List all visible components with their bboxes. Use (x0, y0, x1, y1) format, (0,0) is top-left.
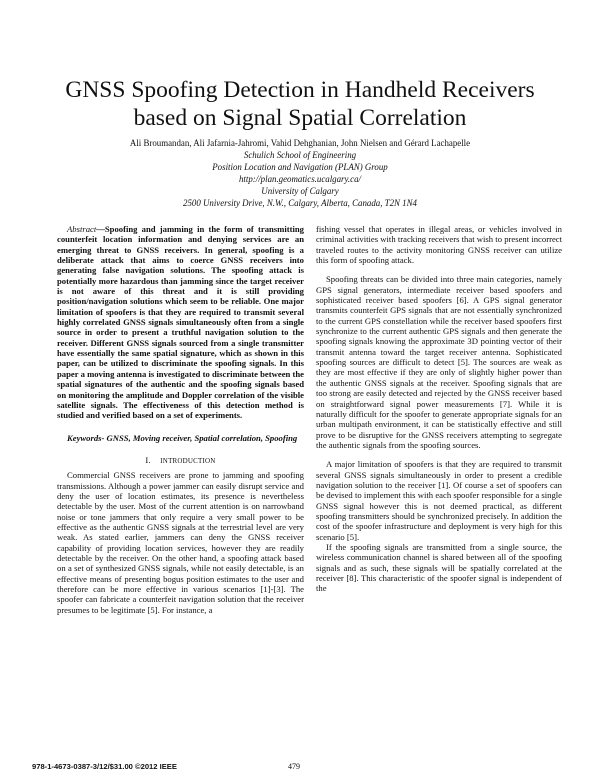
paragraph-spoofer-limitation: A major limitation of spoofers is that they are required to transmit several GNSS signals simultaneously in order to present a credible navigation solution to the receiver [1]. Of course a set of spoofers can be devised to implement this with each spoofer responsible for a single GNSS signal however this is not deemed practical, as different spoofing transmitters should be synchronized precisely. In addition the cost of the spoofer infrastructure and deployment is very high for this scenario [5]. (316, 459, 562, 542)
abstract-lead: Abstract (67, 224, 97, 234)
author-list: Ali Broumandan, Ali Jafarnia-Jahromi, Vahid Dehghanian, John Nielsen and Gérard Lachapelle (129, 138, 471, 148)
section-number: I. (145, 454, 151, 465)
affiliation-university: University of Calgary (261, 186, 339, 196)
right-column (316, 224, 562, 594)
affiliation-school: Schulich School of Engineering (243, 150, 357, 160)
footer-isbn: 978-1-4673-0387-3/12/$31.00 ©2012 IEEE (32, 762, 177, 771)
author-block (40, 137, 560, 209)
section-heading-introduction (57, 455, 304, 466)
abstract (57, 224, 304, 421)
affiliation-address: 2500 University Drive, N.W., Calgary, Alberta, Canada, T2N 1N4 (183, 198, 417, 208)
page-number: 479 (288, 762, 300, 771)
paper-title: GNSS Spoofing Detection in Handheld Receivers based on Signal Spatial Correlation (65, 77, 535, 131)
paragraph-continuation: fishing vessel that operates in illegal areas, or vehicles involved in criminal activities with tracking receivers that wish to present incorrect traveled routes to the activity monitoring GNSS receiver can utilize this form of spoofing attack. (316, 224, 562, 266)
abstract-text: —Spoofing and jamming in the form of transmitting counterfeit location information and denying services are an emerging threat to GNSS receivers. In general, spoofing is a deliberate attack that aims to coerce GNSS receivers into generating false navigation solutions. The spoofing attack is potentially more hazardous than jamming since the target receiver is not aware of this threat and it is still providing position/navigation solutions which seem to be reliable. One major limitation of spoofers is that they are required to transmit several highly correlated GNSS signals simultaneously often from a single source in order to present a truthful navigation solution to the receiver. Different GNSS signals sourced from a single transmitter have essentially the same spatial signature, which as shown in this paper, can be utilized to discriminate the spoofing signals. In this paper a moving antenna is investigated to discriminate between the spatial signatures of the authentic and the spoofing signals based on monitoring the amplitude and Doppler correlation of the visible satellite signals. The effectiveness of this detection method is studied and verified based on a set of experiments. (57, 224, 304, 421)
paragraph-single-source: If the spoofing signals are transmitted from a single source, the wireless communication channel is shared between all of the spoofing signals and as such, these signals will be spatially correlated at the receiver [8]. This characteristic of the spoofer signal is independent of the (316, 541, 562, 594)
affiliation-url: http://plan.geomatics.ucalgary.ca/ (238, 174, 361, 184)
paragraph-spoofing-threats: Spoofing threats can be divided into three main categories, namely GPS signal generators, intermediate receiver based spoofers and sophisticated receiver based spoofers [6]. A GPS signal generator transmits counterfeit GPS signals that are not essentially synchronized to the current GPS constellation while the receiver based spoofers first synchronize to the current authentic GPS signals and then generate the spoofing signals knowing the approximate 3D pointing vector of their transmit antenna toward the target receiver antenna. Sophisticated spoofing sources are difficult to detect [5]. The sources are weak as they are most effective if they are only of slightly higher power than the authentic GNSS signals at the receiver. Spoofing signals that are too strong are easily detected and rejected by the GNSS receiver based on straightforward signal power measurements [7]. While it is naturally difficult for the spoofer to generate appropriate signals for an urban multipath environment, it can be statistically effective and still prove to be disruptive for the GNSS receivers attempting to segregate the authentic signals from the spoofing sources. (316, 274, 562, 450)
left-column (57, 224, 304, 615)
section-title: INTRODUCTION (160, 456, 216, 465)
affiliation-group: Position Location and Navigation (PLAN) Group (212, 162, 388, 172)
keywords: Keywords- GNSS, Moving receiver, Spatial correlation, Spoofing (67, 432, 298, 443)
intro-paragraph-1: Commercial GNSS receivers are prone to jamming and spoofing transmissions. Although a power jammer can easily disrupt service and deny the user of location estimates, its presence is nevertheless detectable by the user. Most of the current attention is on narrowband noise or tone jammers that only require a very small power to be effective as the authentic GNSS signals at the terrestrial level are very weak. As stated earlier, jammers can deny the GNSS receiver capability of providing location services, however they are readily detectable by the receiver. On the other hand, a spoofing attack based on a set of synthesized GNSS signals, while not easily detectable, is an effective means of presenting bogus position estimates to the user and therefore can be more effective in various scenarios [1]-[3]. The spoofer can fabricate a counterfeit navigation solution that the receiver presumes to be legitimate [5]. For instance, a (57, 470, 304, 615)
